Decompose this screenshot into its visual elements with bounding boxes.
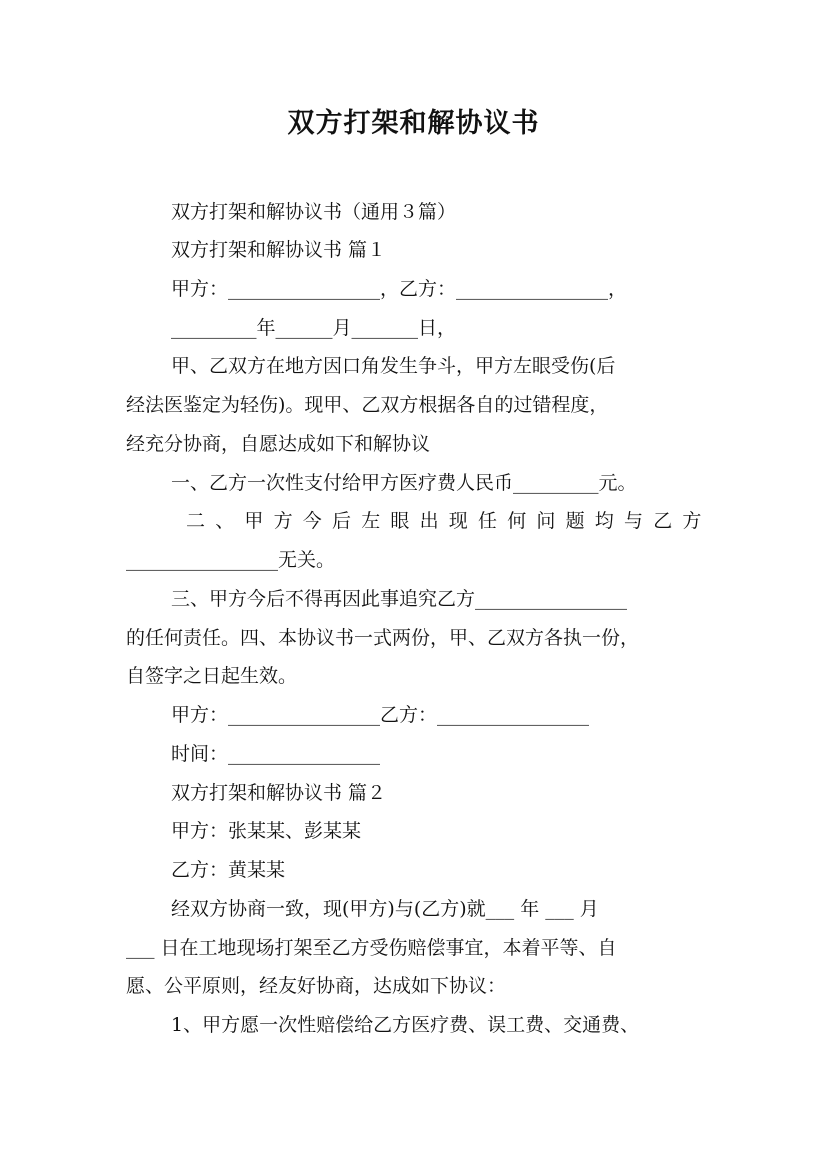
clause-line: 自签字之日起生效。 xyxy=(126,665,298,687)
party-line: 甲方：________________，乙方：________________， xyxy=(171,278,628,300)
section-heading-2: 双方打架和解协议书 篇２ xyxy=(171,782,387,804)
body-line: 经法医鉴定为轻伤)。现甲、乙双方根据各自的过错程度， xyxy=(126,394,609,416)
clause-line: 的任何责任。四、本协议书一式两份，甲、乙双方各执一份， xyxy=(126,627,640,649)
body-line: 经双方协商一致，现(甲方)与(乙方)就___ 年 ___ 月 xyxy=(171,898,599,920)
clause-line: 三、甲方今后不得再因此事追究乙方________________ xyxy=(171,588,628,610)
signature-line: 甲方：________________乙方：________________ xyxy=(171,704,590,726)
body-line: 经充分协商，自愿达成如下和解协议 xyxy=(126,433,431,455)
doc-subtitle: 双方打架和解协议书（通用３篇） xyxy=(171,201,457,223)
body-line: 甲、乙双方在地方因口角发生争斗，甲方左眼受伤(后 xyxy=(171,355,616,377)
body-line: ___ 日在工地现场打架至乙方受伤赔偿事宜，本着平等、自 xyxy=(126,937,617,959)
clause-line: ________________无关。 xyxy=(126,549,336,571)
document-title: 双方打架和解协议书 xyxy=(287,108,540,139)
party-b-line: 乙方：黄某某 xyxy=(171,859,286,881)
clause-line: 一、乙方一次性支付给甲方医疗费人民币_________元。 xyxy=(171,472,637,494)
clause-line: 二、甲方今后左眼出现任何问题均与乙方 xyxy=(186,510,712,532)
time-line: 时间：________________ xyxy=(171,743,381,765)
date-line: _________年______月_______日， xyxy=(171,317,457,339)
body-line: 愿、公平原则，经友好协商，达成如下协议： xyxy=(126,975,507,997)
clause-line: 1、甲方愿一次性赔偿给乙方医疗费、误工费、交通费、 xyxy=(171,1014,640,1036)
party-a-line: 甲方：张某某、彭某某 xyxy=(171,820,362,842)
section-heading-1: 双方打架和解协议书 篇１ xyxy=(171,239,387,261)
